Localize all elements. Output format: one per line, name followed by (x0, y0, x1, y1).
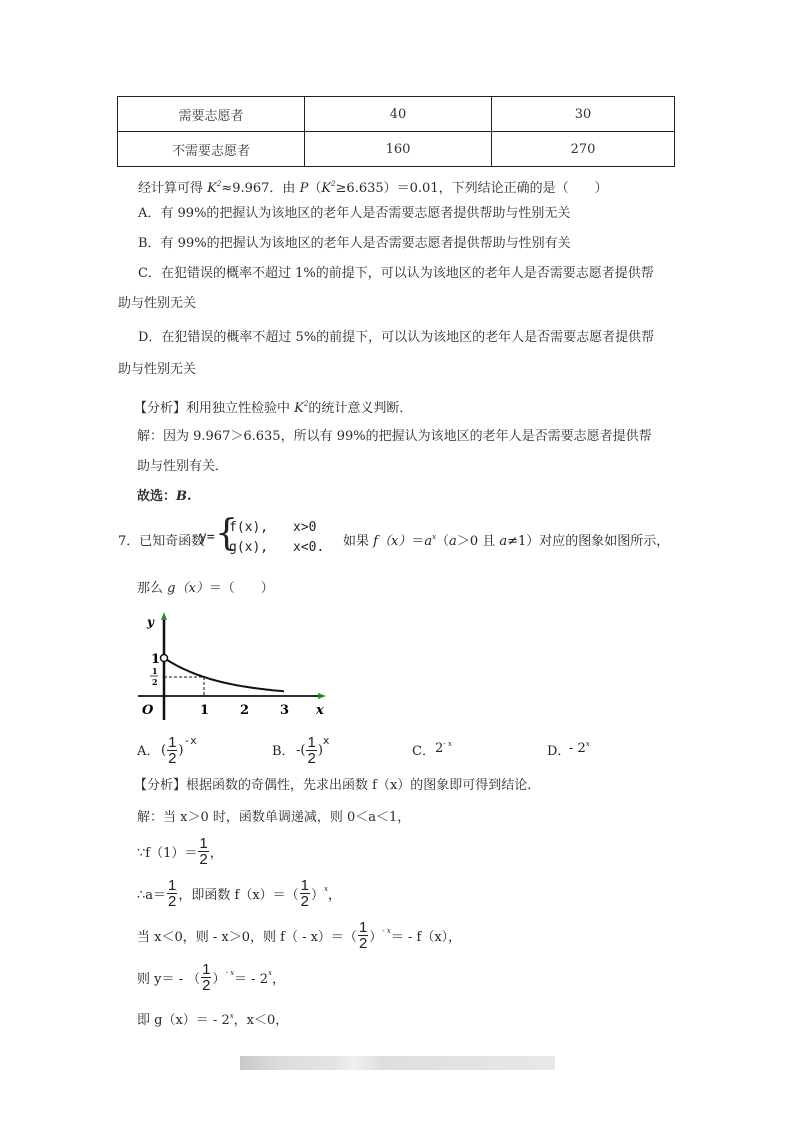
text: ≥6.635）＝0.01，下列结论正确的是（ ） (335, 181, 608, 196)
text: ， (327, 888, 341, 903)
y-axis-label: y (147, 615, 154, 629)
k-sup: 2 (216, 180, 222, 188)
a-var: a (449, 534, 457, 549)
x-axis-label: x (316, 703, 324, 718)
frac-den: 2 (358, 935, 368, 952)
k-sup: 2 (303, 400, 309, 408)
choice-c (435, 740, 452, 756)
analysis-tag: 【分析】 (134, 778, 187, 793)
half-den: 2 (152, 677, 158, 687)
watermark-bar (240, 1056, 555, 1070)
q6-option-d-cont: 助与性别无关 (118, 362, 197, 377)
text: ＞0 且 (456, 534, 500, 549)
table-row (118, 97, 675, 132)
choice-c-label: C． (412, 744, 435, 759)
k-sup: 2 (331, 180, 336, 188)
y-equals: y= (199, 530, 215, 545)
y-axis-arrow-icon (161, 612, 167, 620)
q6-answer (137, 489, 192, 505)
table-cell: 270 (492, 132, 675, 167)
table-cell-label: 不需要志愿者 (118, 132, 305, 167)
half-num: 1 (152, 666, 158, 676)
q6-option-c-cont: 助与性别无关 (118, 296, 197, 311)
exp: - x (443, 740, 452, 748)
text: （ (436, 534, 450, 549)
k-symbol: K (294, 401, 304, 416)
fraction (167, 735, 177, 766)
base: 2 (435, 741, 444, 756)
x-tick-1: 1 (200, 703, 210, 718)
choice-a-label: A． (137, 744, 160, 759)
q6-option-c: C．在犯错误的概率不超过 1%的前提下，可以认为该地区的老年人是否需要志愿者提供帮 (138, 266, 654, 281)
q6-option-a: A．有 99%的把握认为该地区的老年人是否需要志愿者提供帮助与性别无关 (138, 206, 571, 221)
frac-den: 2 (202, 977, 211, 994)
base: - 2 (569, 741, 586, 756)
frac-num: 1 (199, 835, 208, 852)
choice-d (569, 740, 590, 756)
p-symbol: P (299, 181, 309, 196)
text: 根据函数的奇偶性，先求出函数 f（x）的图象即可得到结论． (186, 778, 541, 793)
gx: g（x） (167, 581, 209, 596)
text: ≠1）对应的图象如图所示， (507, 534, 670, 549)
frac-den: 2 (168, 893, 177, 910)
case2-cond: x<0. (293, 540, 325, 555)
q7-line2 (137, 581, 274, 597)
frac-den: 2 (300, 893, 309, 910)
frac-den: 2 (199, 851, 208, 868)
q7-sol4 (137, 920, 461, 951)
exp: x (229, 1012, 234, 1020)
answer-value: B. (176, 489, 192, 504)
text: 当 x＜0，则 - x＞0，则 f（ - x）＝（ (137, 930, 357, 945)
text: 经计算可得 (138, 181, 208, 196)
choice-b: -( $\frac{1}{2}$ )$^x$ (296, 734, 330, 767)
analysis-tag: 【分析】 (134, 401, 187, 416)
exp: x (322, 734, 330, 747)
text: ，x＜0， (233, 1013, 289, 1028)
fraction (306, 735, 316, 766)
q7-sol3 (137, 878, 341, 909)
text: ＝ - 2 (234, 972, 268, 987)
text: ） (212, 972, 226, 987)
text: 利用独立性检验中 (186, 401, 295, 416)
q7-sol6 (137, 1008, 288, 1029)
text: 则 y＝ - （ (137, 972, 201, 987)
minus: - (296, 743, 301, 758)
text: ＝（ ） (208, 581, 274, 596)
a-var: a (499, 534, 508, 549)
text: （ (308, 181, 322, 196)
text: 的统计意义判断． (308, 401, 413, 416)
exp: - x (382, 927, 391, 935)
exp: - x (225, 969, 235, 977)
text: ） (369, 930, 383, 945)
fx: f（x） (373, 534, 412, 549)
x-axis-arrow-icon (318, 693, 326, 699)
frac-num: 1 (358, 919, 368, 936)
question-number: 7．已知奇函数 (118, 534, 205, 549)
q7-stem-rest (343, 530, 669, 549)
table-cell: 30 (492, 97, 675, 132)
fraction (300, 878, 310, 909)
text: ∴a＝ (137, 888, 167, 903)
exp: x (267, 969, 272, 977)
frac-num: 1 (168, 734, 177, 751)
frac-num: 1 (307, 734, 316, 751)
text: 那么 (137, 581, 168, 596)
text: 即 g（x）＝ - 2 (137, 1013, 230, 1028)
fraction (358, 920, 368, 951)
frac-num: 1 (300, 877, 309, 894)
frac-den: 2 (307, 750, 316, 767)
exp: x (324, 885, 328, 893)
table-cell: 40 (305, 97, 492, 132)
choice-d-label: D． (547, 744, 571, 759)
table-cell-label: 需要志愿者 (118, 97, 305, 132)
fraction (198, 836, 208, 867)
k-symbol: K (207, 181, 217, 196)
table-row (118, 132, 675, 167)
fraction (201, 962, 211, 993)
q7-sol2 (137, 836, 223, 867)
q6-stem (138, 176, 608, 197)
q6-solution-line2: 助与性别有关． (137, 459, 229, 474)
q6-analysis (134, 396, 412, 417)
q7-sol5 (137, 962, 285, 993)
text: ） (311, 888, 325, 903)
exponential-graph (132, 608, 332, 720)
a-exp: x (432, 533, 437, 541)
case1-cond: x>0 (293, 520, 317, 535)
exp: x (585, 740, 590, 748)
volunteer-table (117, 96, 675, 167)
q6-option-d: D．在犯错误的概率不超过 5%的前提下，可以认为该地区的老年人是否需要志愿者提供帮 (138, 330, 655, 345)
text: 如果 (343, 534, 374, 549)
q7-sol1: 解：当 x＞0 时，函数单调递减，则 0＜a＜1， (137, 810, 411, 825)
answer-label: 故选： (137, 489, 177, 504)
frac-num: 1 (202, 961, 211, 978)
open-point (161, 655, 168, 662)
origin-label: O (142, 703, 154, 718)
text: ＝ (411, 534, 425, 549)
text: ，即函数 f（x）＝（ (178, 888, 299, 903)
choice-a: ( $\frac{1}{2}$ )$^{-x}$ (161, 734, 197, 767)
case1-expr: f(x), (229, 520, 269, 535)
x-tick-3: 3 (280, 703, 290, 718)
text: ， (271, 972, 285, 987)
exp: -x (183, 734, 197, 747)
curve-fx (164, 658, 284, 691)
q6-option-b: B．有 99%的把握认为该地区的老年人是否需要志愿者提供帮助与性别有关 (138, 236, 571, 251)
text: ， (209, 846, 223, 861)
text: ＝ - f（x）， (390, 930, 462, 945)
y-tick-1: 1 (151, 652, 161, 667)
k-symbol: K (321, 181, 332, 196)
q6-solution-line1: 解：因为 9.967＞6.635，所以有 99%的把握认为该地区的老年人是否需要志愿者提供帮 (137, 429, 652, 444)
text: ≈9.967．由 (221, 181, 300, 196)
a-base: a (424, 534, 433, 549)
choice-b-label: B． (272, 744, 295, 759)
table-cell: 160 (305, 132, 492, 167)
frac-num: 1 (168, 877, 177, 894)
case2-expr: g(x), (229, 540, 269, 555)
q7-analysis (134, 778, 540, 794)
fraction (167, 878, 177, 909)
piecewise-brace-icon: { (215, 513, 238, 554)
frac-den: 2 (168, 750, 177, 767)
x-tick-2: 2 (240, 703, 250, 718)
text: ∵f（1）＝ (137, 846, 198, 861)
